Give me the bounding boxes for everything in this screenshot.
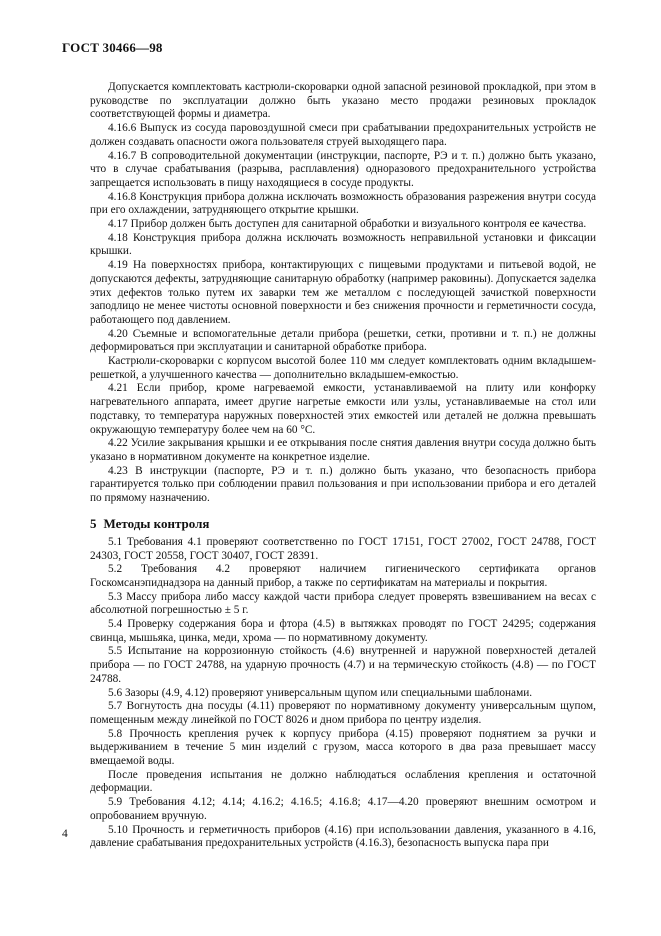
clause-5-2: 5.2 Требования 4.2 проверяют наличием гигиенического сертификата органов Госкомсанэпиднадзора на данный прибор, а также по сертификатам на материалы и покрытия.	[90, 563, 596, 589]
section-number: 5	[90, 515, 97, 531]
clause-5-5: 5.5 Испытание на коррозионную стойкость (4.6) внутренней и наружной поверхностей деталей прибора — по ГОСТ 24788, на ударную прочность (4.7) и на термическую стойкость (4.8) — по ГОСТ 24788.	[90, 645, 596, 685]
document-body	[90, 81, 596, 851]
clause-4-22: 4.22 Усилие закрывания крышки и ее открывания после снятия давления внутри сосуда должно быть указано в нормативном документе на конкретное изделие.	[90, 437, 596, 463]
clause-4-18: 4.18 Конструкция прибора должна исключать возможность неправильной установки и фиксации крышки.	[90, 231, 596, 258]
clause-4-17: 4.17 Прибор должен быть доступен для санитарной обработки и визуального контроля ее качества.	[108, 218, 587, 231]
clause-5-10: 5.10 Прочность и герметичность приборов (4.16) при использовании давления, указанного в 4.16, давление срабатывания предохранительных устройств (4.16.3), безопасность выпуска пара при	[90, 823, 596, 850]
clause-4-23: 4.23 В инструкции (паспорте, РЭ и т. п.) должно быть указано, что безопасность прибора гарантируется только при соблюдении правил пользования и при использовании прибора и его деталей по прямому назначению.	[90, 464, 596, 505]
clause-4-19: 4.19 На поверхностях прибора, контактирующих с пищевыми продуктами и питьевой водой, не допускаются дефекты, затрудняющие санитарную обработку (например раковины). Допускается заделка этих дефектов только путем их заварки тем же металлом с последующей зачисткой поверхности заподлицо не менее чистоты основной поверхности и без снижения прочности и герметичности сосуда, работающего под давлением.	[90, 259, 596, 326]
section-heading	[90, 516, 596, 532]
clause-5-6: 5.6 Зазоры (4.9, 4.12) проверяют универсальным щупом или специальными шаблонами.	[108, 686, 533, 699]
section-title: Методы контроля	[103, 515, 210, 531]
clause-4-16-6: 4.16.6 Выпуск из сосуда паровоздушной смеси при срабатывании предохранительных устройств не должен создавать опасности ожога пользователя струей выходящего пара.	[90, 122, 596, 148]
clause-4-16-8: 4.16.8 Конструкция прибора должна исключать возможность образования разрежения внутри сосуда при его охлаждении, затрудняющего открытие крышки.	[90, 190, 596, 217]
clause-5-7: 5.7 Вогнутость дна посуды (4.11) проверяют по нормативному документу универсальным щупом, помещенным между линейкой по ГОСТ 8026 и дном прибора по центру изделия.	[90, 700, 596, 726]
clause-5-9: 5.9 Требования 4.12; 4.14; 4.16.2; 4.16.5; 4.16.8; 4.17—4.20 проверяют внешним осмотром и опробованием вручную.	[90, 796, 596, 822]
clause-4-20: 4.20 Съемные и вспомогательные детали прибора (решетки, сетки, противни и т. п.) не должны деформироваться при эксплуатации и санитарной обработке прибора.	[90, 327, 596, 354]
paragraph: После проведения испытания не должно наблюдаться ослабления крепления и остаточной деформации.	[90, 768, 596, 795]
clause-5-1: 5.1 Требования 4.1 проверяют соответственно по ГОСТ 17151, ГОСТ 27002, ГОСТ 24788, ГОСТ 24303, ГОСТ 20558, ГОСТ 30407, ГОСТ 28391.	[90, 535, 596, 562]
document-header: ГОСТ 30466—98	[62, 40, 163, 55]
clause-4-16-7: 4.16.7 В сопроводительной документации (инструкции, паспорте, РЭ и т. п.) должно быть указано, что в случае срабатывания (разрыва, расплавления) одноразового предохранительного устройства запрещается использовать в пищу находящиеся в сосуде продукты.	[90, 149, 596, 189]
page-number: 4	[62, 828, 68, 840]
paragraph: Допускается комплектовать кастрюли-скороварки одной запасной резиновой прокладкой, при этом в руководстве по эксплуатации должно быть указано место продажи резиновых прокладок соответствующей формы и диаметра.	[90, 81, 596, 121]
clause-5-4: 5.4 Проверку содержания бора и фтора (4.5) в вытяжках проводят по ГОСТ 24295; содержания свинца, мышьяка, цинка, меди, хрома — по нормативному документу.	[90, 618, 596, 644]
clause-4-21: 4.21 Если прибор, кроме нагреваемой емкости, устанавливаемой на плиту или конфорку нагревательного аппарата, имеет другие нагретые емкости или узлы, устанавливаемые на стол или подставку, то температура наружных поверхностей этих емкостей или деталей не должна превышать окружающую температуру более чем на 60 °С.	[90, 382, 596, 436]
paragraph: Кастрюли-скороварки с корпусом высотой более 110 мм следует комплектовать одним вкладышем-решеткой, а улучшенного качества — дополнительно вкладышем-емкостью.	[90, 355, 596, 381]
clause-5-8: 5.8 Прочность крепления ручек к корпусу прибора (4.15) проверяют поднятием за ручки и выдерживанием в течение 5 мин изделий с грузом, масса которого в два раза превышает массу вмещаемой воды.	[90, 727, 596, 768]
clause-5-3: 5.3 Массу прибора либо массу каждой части прибора следует проверять взвешиванием на весах с абсолютной погрешностью ± 5 г.	[90, 590, 596, 617]
